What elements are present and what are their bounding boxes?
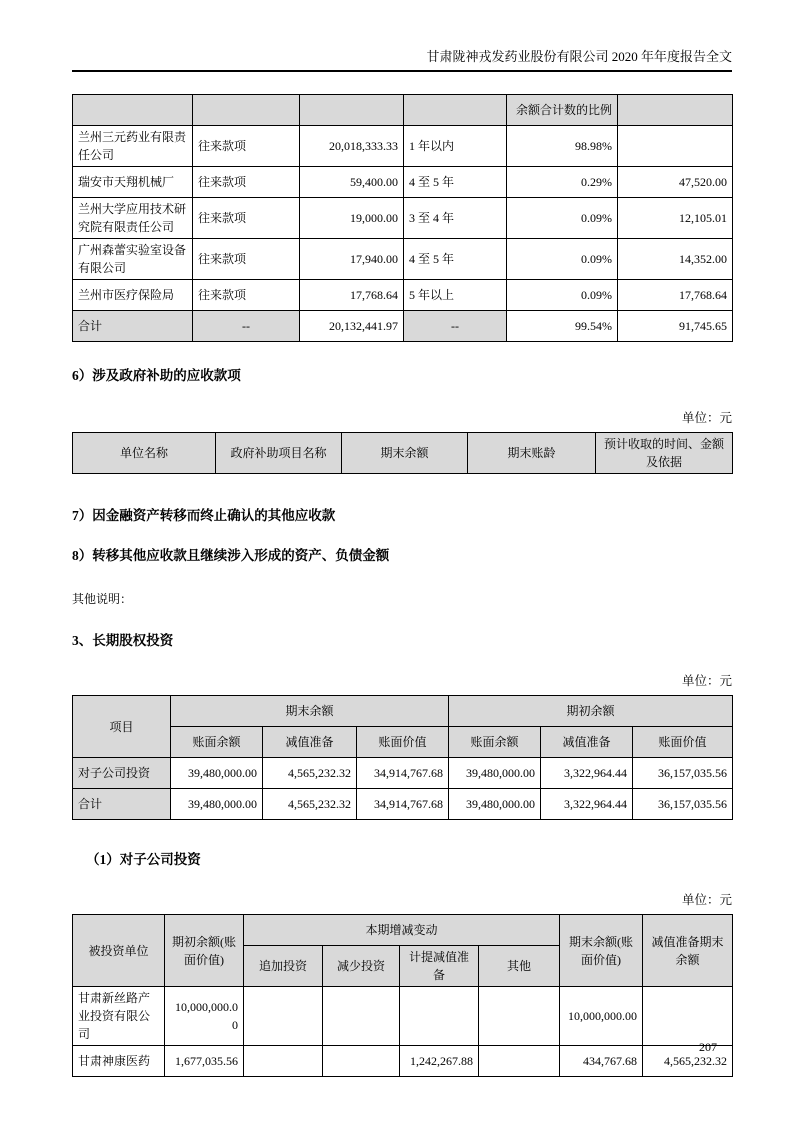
table-cell: 19,000.00 [300,198,404,239]
table-cell: 434,767.68 [560,1046,643,1077]
table-cell: 17,768.64 [300,280,404,311]
table-cell: 兰州三元药业有限责任公司 [73,126,193,167]
table-cell: 17,940.00 [300,239,404,280]
table-cell: 17,768.64 [618,280,733,311]
table-header-cell: 预计收取的时间、金额及依据 [596,433,733,474]
table-header-cell [300,95,404,126]
table-cell [618,126,733,167]
table-cell: 34,914,767.68 [357,789,449,820]
table-subheader-row [73,727,733,758]
table-cell: 对子公司投资 [73,758,171,789]
table-header-cell [73,95,193,126]
table-cell: 91,745.65 [618,311,733,342]
table-cell: 4,565,232.32 [263,789,357,820]
table-cell [479,987,560,1046]
table-cell: 12,105.01 [618,198,733,239]
table-header-cell: 减值准备期末余额 [643,915,733,987]
table-header-cell: 期初余额 [449,696,733,727]
table-cell: 34,914,767.68 [357,758,449,789]
table-cell: -- [193,311,300,342]
table-header-cell: 计提减值准备 [400,946,479,987]
table-total-row [73,311,733,342]
table-cell: 5 年以上 [404,280,507,311]
table-cell: 兰州市医疗保险局 [73,280,193,311]
table-cell [643,987,733,1046]
section-3-title: 3、长期股权投资 [72,633,174,648]
table-header-row [73,915,733,946]
section-7-title: 7）因金融资产转移而终止确认的其他应收款 [72,508,336,523]
table-cell: 甘肃神康医药 [73,1046,165,1077]
table-header-cell: 本期增减变动 [244,915,560,946]
table-header-cell: 追加投资 [244,946,323,987]
table-cell: 甘肃新丝路产业投资有限公司 [73,987,165,1046]
table-header-cell: 余额合计数的比例 [507,95,618,126]
table-cell: 4,565,232.32 [263,758,357,789]
table-header-cell: 减值准备 [263,727,357,758]
table-header-cell: 账面余额 [449,727,541,758]
table-cell [400,987,479,1046]
other-receivables-table [72,94,733,342]
table-cell: 广州森蕾实验室设备有限公司 [73,239,193,280]
table-header-cell: 期初余额(账面价值) [165,915,244,987]
section-8-title: 8）转移其他应收款且继续涉入形成的资产、负债金额 [72,548,390,563]
table-header-cell [404,95,507,126]
table-header-cell: 单位名称 [73,433,216,474]
table-cell: 39,480,000.00 [449,789,541,820]
table-row [73,126,733,167]
table-cell: 往来款项 [193,239,300,280]
page-number: 207 [699,1040,717,1054]
table-header-cell: 账面价值 [633,727,733,758]
table-header-row [73,696,733,727]
table-cell: 99.54% [507,311,618,342]
table-cell: 1,242,267.88 [400,1046,479,1077]
table-cell: 98.98% [507,126,618,167]
section-6-title: 6）涉及政府补助的应收款项 [72,368,241,383]
table-row [73,1046,733,1077]
table-header-cell: 期末余额 [171,696,449,727]
table-header-row [73,433,733,474]
table-cell [323,987,400,1046]
table-row [73,758,733,789]
table-header-cell: 账面价值 [357,727,449,758]
table-header-cell [618,95,733,126]
table-cell: 39,480,000.00 [449,758,541,789]
table-cell: 3,322,964.44 [541,789,633,820]
table-cell [244,1046,323,1077]
table-cell: 10,000,000.00 [165,987,244,1046]
unit-label: 单位：元 [681,674,732,688]
table-cell: 0.09% [507,280,618,311]
table-cell: 36,157,035.56 [633,758,733,789]
table-cell: 20,018,333.33 [300,126,404,167]
table-cell: 4 至 5 年 [404,239,507,280]
page-content [72,0,732,1077]
table-cell: 1,677,035.56 [165,1046,244,1077]
table-row [73,239,733,280]
table-header-cell: 期末余额(账面价值) [560,915,643,987]
table-row [73,167,733,198]
table-header-cell: 政府补助项目名称 [216,433,342,474]
report-header-title: 甘肃陇神戎发药业股份有限公司 2020 年年度报告全文 [72,0,732,72]
table-cell: 39,480,000.00 [171,789,263,820]
table-cell: 往来款项 [193,167,300,198]
table-row [73,198,733,239]
table-cell: 36,157,035.56 [633,789,733,820]
table-cell: 47,520.00 [618,167,733,198]
table-row [73,280,733,311]
table-cell: 往来款项 [193,280,300,311]
table-cell [323,1046,400,1077]
table-cell: 3 至 4 年 [404,198,507,239]
table-header-cell: 减少投资 [323,946,400,987]
table-total-row [73,789,733,820]
table-cell: 14,352.00 [618,239,733,280]
table-header-cell: 减值准备 [541,727,633,758]
table-header-cell: 账面余额 [171,727,263,758]
table-cell: 59,400.00 [300,167,404,198]
unit-label: 单位：元 [681,411,732,425]
table-header-cell: 被投资单位 [73,915,165,987]
table-cell: 4,565,232.32 [643,1046,733,1077]
subsidiary-investment-table [72,914,733,1077]
long-term-equity-table [72,695,733,820]
table-cell: 合计 [73,789,171,820]
table-header-row [73,95,733,126]
other-note-label: 其他说明： [72,592,133,606]
table-cell: 3,322,964.44 [541,758,633,789]
table-header-cell: 其他 [479,946,560,987]
table-cell: 瑞安市天翔机械厂 [73,167,193,198]
table-cell: 20,132,441.97 [300,311,404,342]
table-cell [244,987,323,1046]
gov-subsidy-table [72,432,733,474]
table-cell: 合计 [73,311,193,342]
table-header-cell: 期末余额 [342,433,468,474]
table-cell: 4 至 5 年 [404,167,507,198]
table-cell: 1 年以内 [404,126,507,167]
table-cell [479,1046,560,1077]
table-cell: 0.09% [507,239,618,280]
table-row [73,987,733,1046]
unit-label: 单位：元 [681,893,732,907]
section-3-1-title: （1）对子公司投资 [86,852,201,867]
table-header-cell [193,95,300,126]
table-cell: 往来款项 [193,198,300,239]
table-header-cell: 项目 [73,696,171,758]
table-cell: 兰州大学应用技术研究院有限责任公司 [73,198,193,239]
table-cell: 0.29% [507,167,618,198]
table-cell: 0.09% [507,198,618,239]
table-cell: 往来款项 [193,126,300,167]
table-cell: 39,480,000.00 [171,758,263,789]
table-header-cell: 期末账龄 [468,433,596,474]
table-cell: -- [404,311,507,342]
table-cell: 10,000,000.00 [560,987,643,1046]
